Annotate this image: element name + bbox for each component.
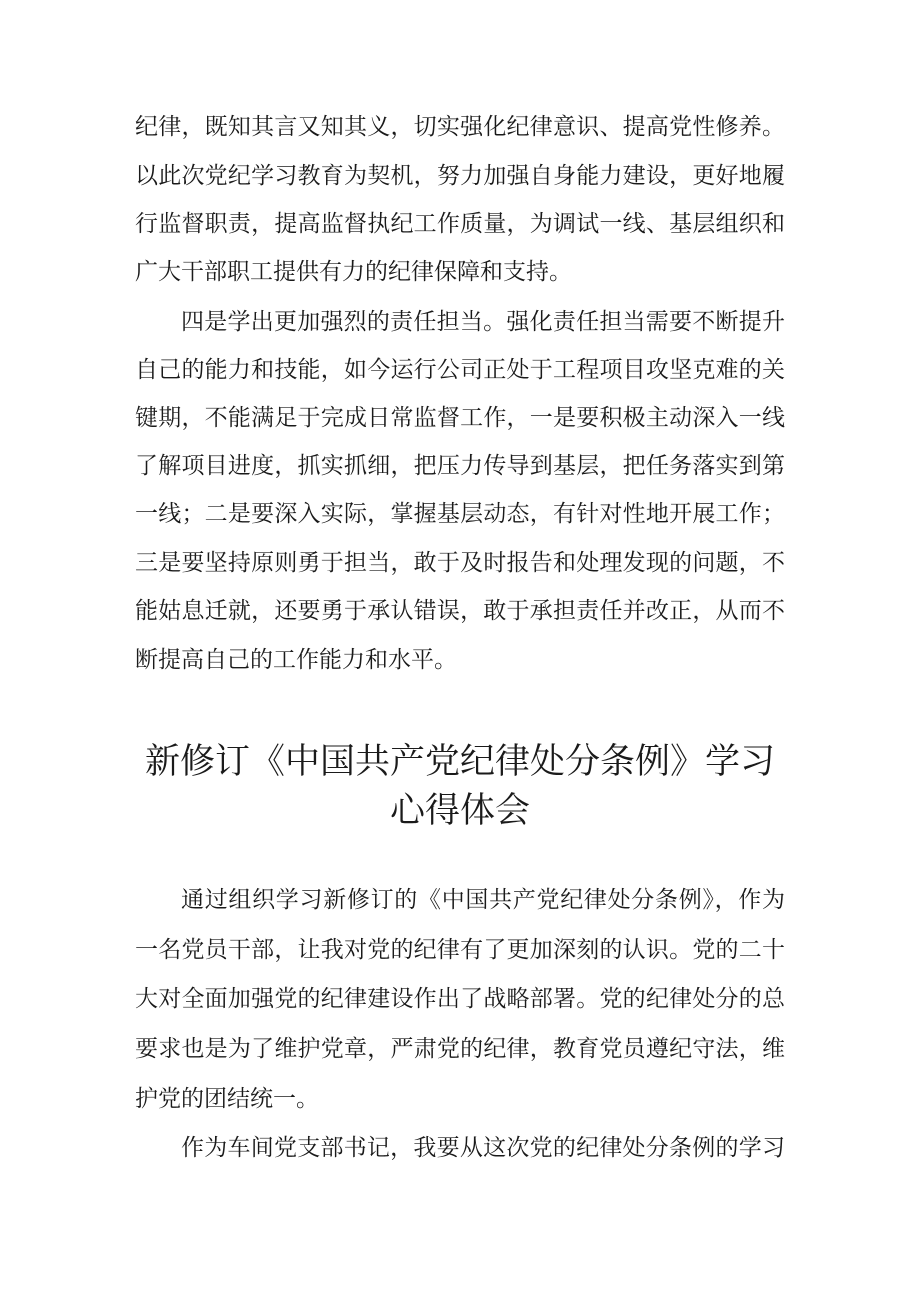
paragraph-line: 断提高自己的工作能力和水平。 bbox=[135, 647, 457, 673]
paragraph-line: 护党的团结统一。 bbox=[135, 1086, 319, 1112]
paragraph-line: 纪律，既知其言又知其义，切实强化纪律意识、提高党性修养。 bbox=[135, 114, 785, 140]
document-title: 新修订《中国共产党纪律处分条例》学习 bbox=[144, 742, 775, 782]
paragraph-line: 了解项目进度，抓实抓细，把压力传导到基层，把任务落实到第 bbox=[135, 453, 785, 479]
paragraph-line: 广大干部职工提供有力的纪律保障和支持。 bbox=[135, 259, 572, 285]
paragraph-line: 通过组织学习新修订的《中国共产党纪律处分条例》，作为 bbox=[181, 887, 785, 913]
paragraph-line: 三是要坚持原则勇于担当，敢于及时报告和处理发现的问题，不 bbox=[135, 550, 785, 576]
paragraph-line: 能姑息迁就，还要勇于承认错误，敢于承担责任并改正，从而不 bbox=[135, 598, 785, 624]
paragraph-line: 一名党员干部，让我对党的纪律有了更加深刻的认识。党的二十 bbox=[135, 937, 785, 963]
paragraph-line: 作为车间党支部书记，我要从这次党的纪律处分条例的学习 bbox=[181, 1135, 785, 1161]
paragraph-line: 要求也是为了维护党章，严肃党的纪律，教育党员遵纪守法，维 bbox=[135, 1036, 785, 1062]
paragraph-line: 键期，不能满足于完成日常监督工作，一是要积极主动深入一线 bbox=[135, 405, 785, 431]
paragraph-line: 一线；二是要深入实际，掌握基层动态，有针对性地开展工作； bbox=[135, 501, 785, 527]
paragraph-line: 自己的能力和技能，如今运行公司正处于工程项目攻坚克难的关 bbox=[135, 357, 785, 383]
paragraph-line: 行监督职责，提高监督执纪工作质量，为调试一线、基层组织和 bbox=[135, 211, 785, 237]
paragraph-line: 大对全面加强党的纪律建设作出了战略部署。党的纪律处分的总 bbox=[135, 986, 785, 1012]
paragraph-line: 以此次党纪学习教育为契机，努力加强自身能力建设，更好地履 bbox=[135, 163, 785, 189]
paragraph-line: 四是学出更加强烈的责任担当。强化责任担当需要不断提升 bbox=[181, 309, 785, 335]
document-title: 心得体会 bbox=[389, 791, 530, 831]
